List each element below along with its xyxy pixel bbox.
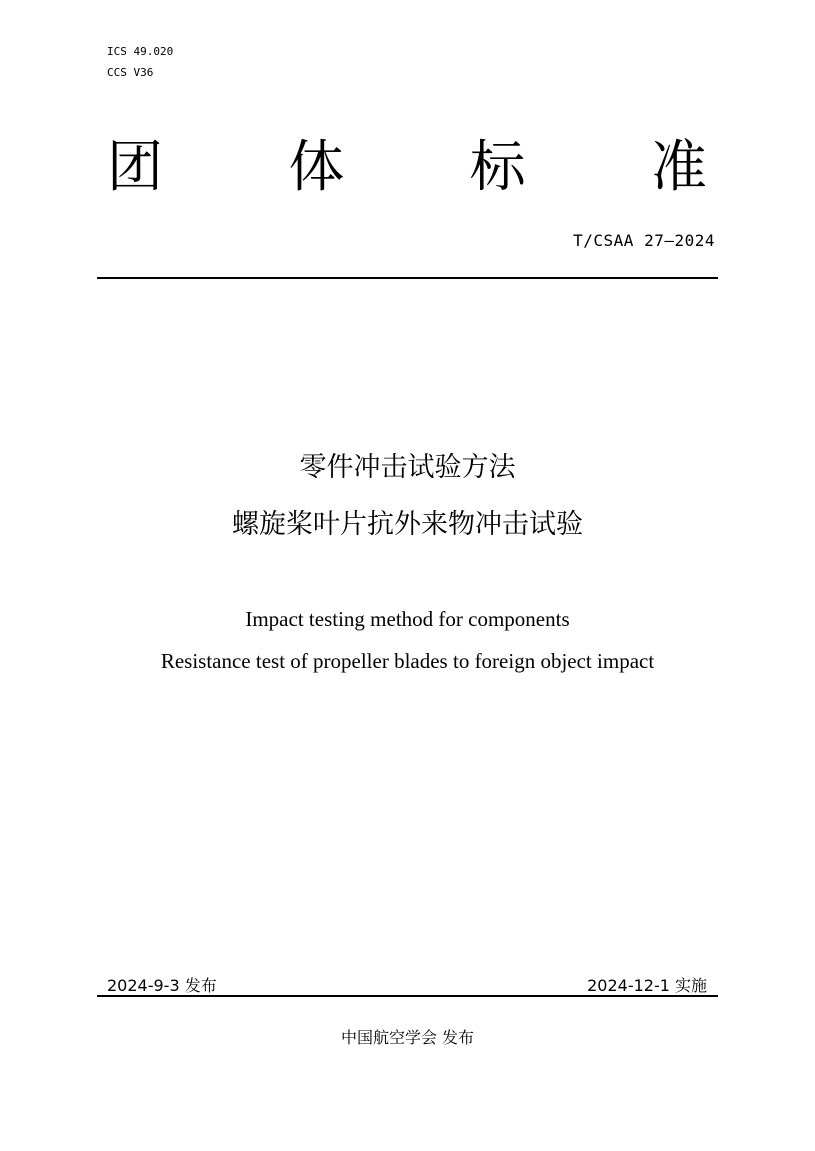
publisher: 中国航空学会 发布 [340, 1028, 475, 1047]
issue-date: 2024-9-3 发布 [107, 976, 217, 995]
standard-number: T/CSAA 27—2024 [573, 231, 715, 250]
ics-code: ICS 49.020 [107, 45, 174, 58]
title-en-line2: Resistance test of propeller blades to foreign object impact [160, 649, 655, 673]
standard-type-heading [107, 133, 707, 203]
footer-divider [97, 995, 718, 997]
title-zh-line2: 螺旋桨叶片抗外来物冲击试验 [232, 509, 583, 540]
classification-codes [107, 41, 173, 83]
standard-type-char: 标 [469, 135, 526, 200]
header-divider [97, 277, 718, 279]
implement-date: 2024-12-1 实施 [587, 976, 707, 995]
title-zh-line1: 零件冲击试验方法 [299, 452, 516, 483]
standard-type-char: 准 [650, 135, 707, 200]
title-en-line1: Impact testing method for components [245, 607, 570, 631]
ccs-code: CCS V36 [107, 66, 154, 79]
standard-type-char: 团 [107, 135, 163, 200]
standard-type-char: 体 [288, 135, 345, 200]
